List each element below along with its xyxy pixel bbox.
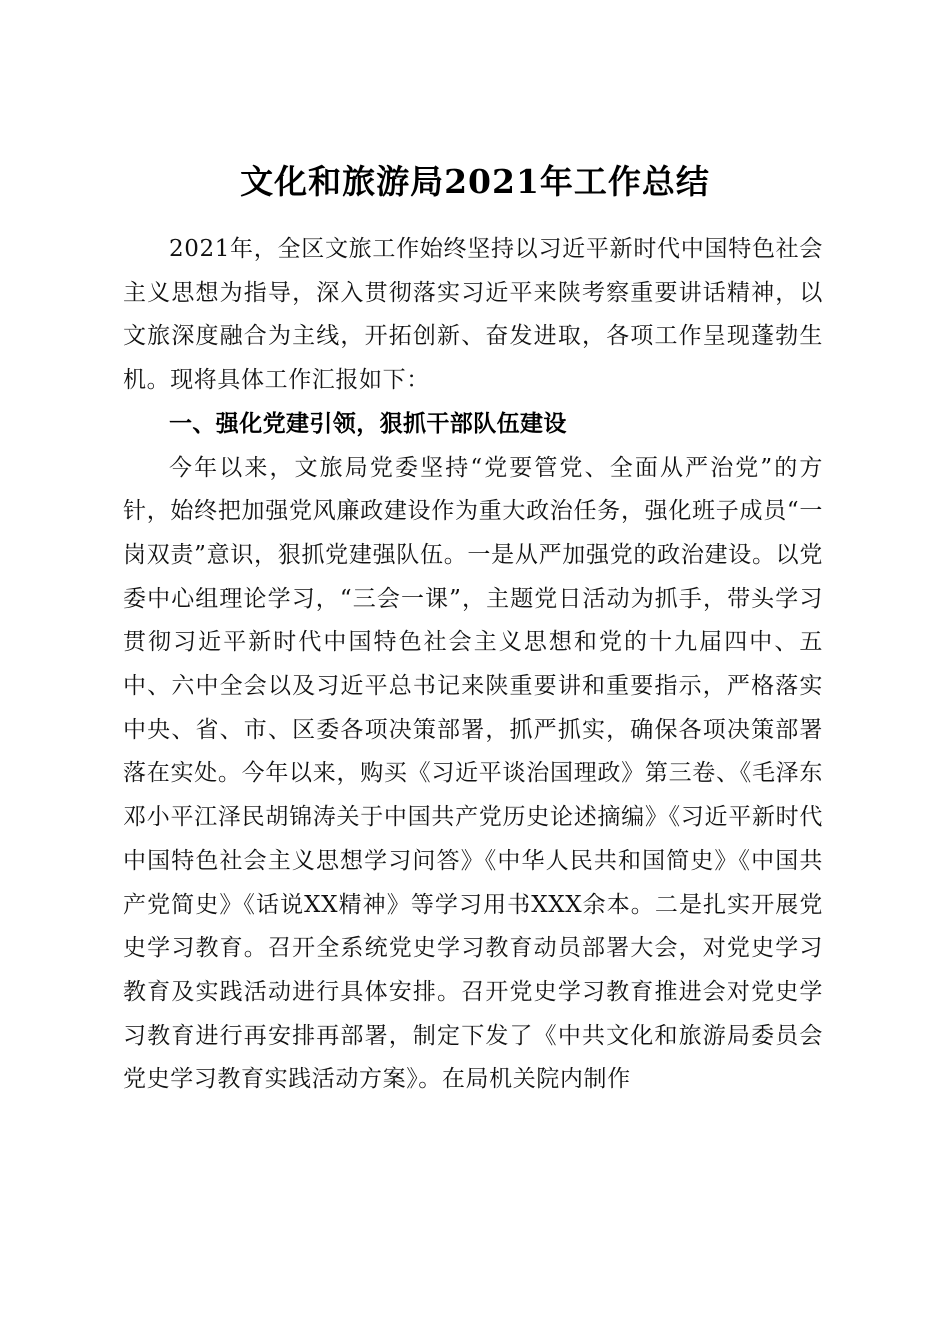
- section-heading: 一、强化党建引领，狠抓干部队伍建设: [169, 410, 567, 437]
- document-body: [123, 228, 823, 1102]
- section-paragraph: 今年以来，文旅局党委坚持“党要管党、全面从严治党”的方针，始终把加强党风廉政建设作为重大政治任务，强化班子成员“一岗双责”意识，狠抓党建强队伍。一是从严加强党的政治建设。以党委中心组理论学习，“三会一课”，主题党日活动为抓手，带头学习贯彻习近平新时代中国特色社会主义思想和党的十九届四中、五中、六中全会以及习近平总书记来陕重要讲和重要指示，严格落实中央、省、市、区委各项决策部署，抓严抓实，确保各项决策部署落在实处。今年以来，购买《习近平谈治国理政》第三卷、《毛泽东邓小平江泽民胡锦涛关于中国共产党历史论述摘编》《习近平新时代中国特色社会主义思想学习问答》《中华人民共和国简史》《中国共产党简史》《话说XX精神》等学习用书XXX余本。二是扎实开展党史学习教育。召开全系统党史学习教育动员部署大会，对党史学习教育及实践活动进行具体安排。召开党史学习教育推进会对党史学习教育进行再安排再部署，制定下发了《中共文化和旅游局委员会党史学习教育实践活动方案》。在局机关院内制作: [123, 454, 823, 1093]
- document-title: 文化和旅游局2021年工作总结: [240, 162, 710, 202]
- intro-paragraph: 2021年，全区文旅工作始终坚持以习近平新时代中国特色社会主义思想为指导，深入贯彻落实习近平来陕考察重要讲话精神，以文旅深度融合为主线，开拓创新、奋发进取，各项工作呈现蓬勃生机。现将具体工作汇报如下：: [123, 236, 823, 394]
